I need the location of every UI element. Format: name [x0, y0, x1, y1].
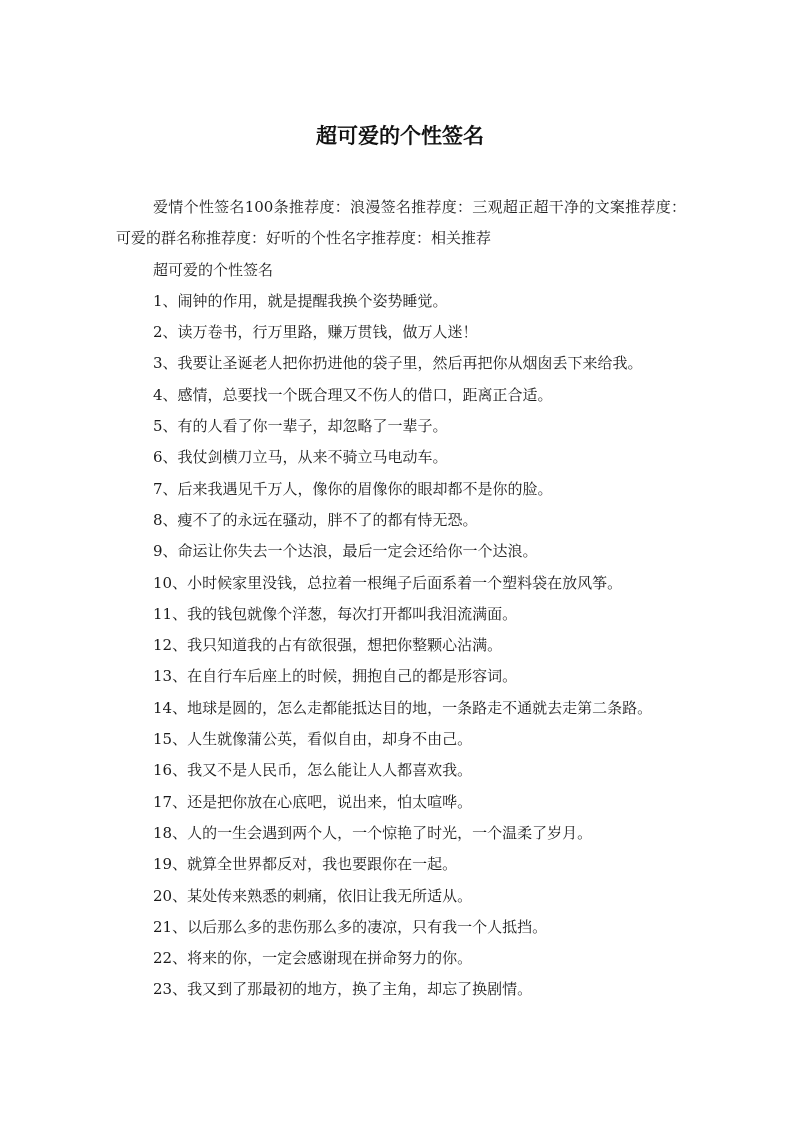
document-title: 超可爱的个性签名 [316, 124, 484, 148]
list-item: 7、后来我遇见千万人，像你的眉像你的眼却都不是你的脸。 [153, 479, 553, 498]
intro-paragraph: 爱情个性签名100条推荐度：浪漫签名推荐度：三观超正超干净的文案推荐度：可爱的群名称推荐度：好听的个性名字推荐度：相关推荐 [116, 198, 686, 248]
list-item: 15、人生就像蒲公英，看似自由，却身不由己。 [153, 730, 473, 749]
list-item: 12、我只知道我的占有欲很强，想把你整颗心沾满。 [153, 636, 503, 655]
list-item: 4、感情，总要找一个既合理又不伤人的借口，距离正合适。 [153, 385, 553, 404]
list-item: 2、读万卷书，行万里路，赚万贯钱，做万人迷！ [153, 323, 478, 342]
list-item: 14、地球是圆的，怎么走都能抵达目的地，一条路走不通就去走第二条路。 [153, 698, 653, 717]
list-item: 20、某处传来熟悉的刺痛，依旧让我无所适从。 [153, 886, 473, 905]
list-item: 1、闹钟的作用，就是提醒我换个姿势睡觉。 [153, 291, 448, 310]
list-item: 22、将来的你，一定会感谢现在拼命努力的你。 [153, 949, 473, 968]
list-item: 23、我又到了那最初的地方，换了主角，却忘了换剧情。 [153, 980, 533, 999]
list-item: 13、在自行车后座上的时候，拥抱自己的都是形容词。 [153, 667, 518, 686]
list-item: 5、有的人看了你一辈子，却忽略了一辈子。 [153, 417, 448, 436]
list-item: 17、还是把你放在心底吧，说出来，怕太喧哗。 [153, 792, 473, 811]
list-item: 18、人的一生会遇到两个人，一个惊艳了时光，一个温柔了岁月。 [153, 823, 593, 842]
list-item: 11、我的钱包就像个洋葱，每次打开都叫我泪流满面。 [153, 604, 518, 623]
document-body [116, 192, 686, 1006]
list-item: 21、以后那么多的悲伤那么多的凄凉，只有我一个人抵挡。 [153, 917, 548, 936]
list-item: 16、我又不是人民币，怎么能让人人都喜欢我。 [153, 761, 473, 780]
list-item: 10、小时候家里没钱，总拉着一根绳子后面系着一个塑料袋在放风筝。 [153, 573, 623, 592]
list-item: 6、我仗剑横刀立马，从来不骑立马电动车。 [153, 448, 448, 467]
list-item: 9、命运让你失去一个达浪，最后一定会还给你一个达浪。 [153, 542, 538, 561]
list-item: 19、就算全世界都反对，我也要跟你在一起。 [153, 855, 458, 874]
list-item: 3、我要让圣诞老人把你扔进他的袋子里，然后再把你从烟囱丢下来给我。 [153, 354, 643, 373]
section-heading: 超可爱的个性签名 [153, 260, 274, 279]
list-item: 8、瘦不了的永远在骚动，胖不了的都有恃无恐。 [153, 510, 478, 529]
